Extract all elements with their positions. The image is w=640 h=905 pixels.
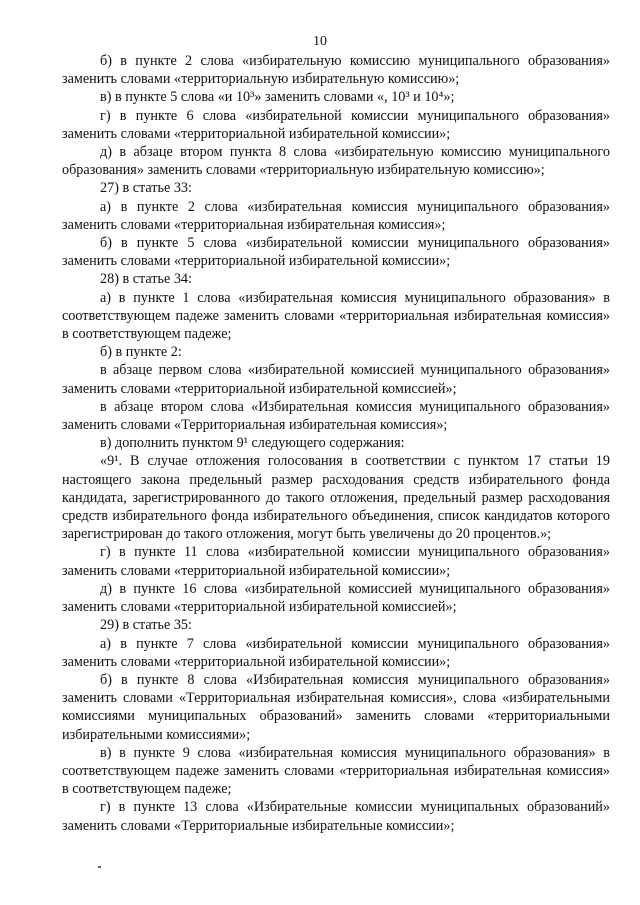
paragraph: б) в пункте 2:: [100, 344, 182, 361]
paragraph: 29) в статье 35:: [100, 617, 192, 634]
page-number: 10: [313, 34, 327, 49]
paragraph: б) в пункте 8 слова «Избирательная комиссия муниципального образования» заменить словами «Территориальная избирательная комиссия», слова «избирательными комиссиями муниципальных образований» заменить словами «территориальными избирательными комиссиями»;: [62, 671, 610, 743]
paragraph: в) в пункте 9 слова «избирательная комиссия муниципального образования» в соответствующем падеже заменить словами «территориальная избирательная комиссия» в соответствующем падеже;: [62, 744, 610, 798]
paragraph: б) в пункте 2 слова «избирательную комиссию муниципального образования» заменить словами «территориальную избирательную комиссию»;: [62, 53, 610, 88]
document-body: [62, 52, 610, 835]
paragraph: а) в пункте 7 слова «избирательной комиссии муниципального образования» заменить словами «территориальной избирательной комиссии»;: [62, 635, 610, 670]
paragraph: д) в абзаце втором пункта 8 слова «избирательную комиссию муниципального образования» заменить словами «территориальную избирательную комиссию»;: [62, 144, 610, 179]
paragraph: а) в пункте 2 слова «избирательная комиссия муниципального образования» заменить словами «территориальная избирательная комиссия»;: [62, 198, 610, 233]
paragraph: а) в пункте 1 слова «избирательная комиссия муниципального образования» в соответствующем падеже заменить словами «территориальная избирательная комиссия» в соответствующем падеже;: [62, 289, 610, 343]
paragraph: в) дополнить пунктом 9¹ следующего содержания:: [100, 435, 405, 452]
paragraph: «9¹. В случае отложения голосования в соответствии с пунктом 17 статьи 19 настоящего закона предельный размер расходования средств избирательного фонда кандидата, зарегистрированного до такого отложения, предельный размер расходования средств избирательного фонда избирательного объединения, список кандидатов которого зарегистрирован до такого отложения, могут быть увеличены до 20 процентов.»;: [62, 453, 610, 543]
paragraph: в абзаце первом слова «избирательной комиссией муниципального образования» заменить словами «территориальной избирательной комиссией»;: [62, 362, 610, 397]
paragraph: г) в пункте 11 слова «избирательной комиссии муниципального образования» заменить словами «территориальной избирательной комиссии»;: [62, 544, 610, 579]
paragraph: б) в пункте 5 слова «избирательной комиссии муниципального образования» заменить словами «территориальной избирательной комиссии»;: [62, 235, 610, 270]
paragraph: 28) в статье 34:: [100, 271, 192, 288]
paragraph: д) в пункте 16 слова «избирательной комиссией муниципального образования» заменить словами «территориальной избирательной комиссией»;: [62, 580, 610, 616]
paragraph: г) в пункте 13 слова «Избирательные комиссии муниципальных образований» заменить словами «Территориальные избирательные комиссии»;: [62, 799, 610, 834]
scan-speck: [98, 866, 101, 868]
paragraph: 27) в статье 33:: [100, 180, 192, 197]
paragraph: г) в пункте 6 слова «избирательной комиссии муниципального образования» заменить словами «территориальной избирательной комиссии»;: [62, 107, 610, 142]
paragraph: в) в пункте 5 слова «и 10³» заменить словами «, 10³ и 10⁴»;: [100, 89, 455, 106]
paragraph: в абзаце втором слова «Избирательная комиссия муниципального образования» заменить словами «Территориальная избирательная комиссия»;: [62, 398, 610, 434]
